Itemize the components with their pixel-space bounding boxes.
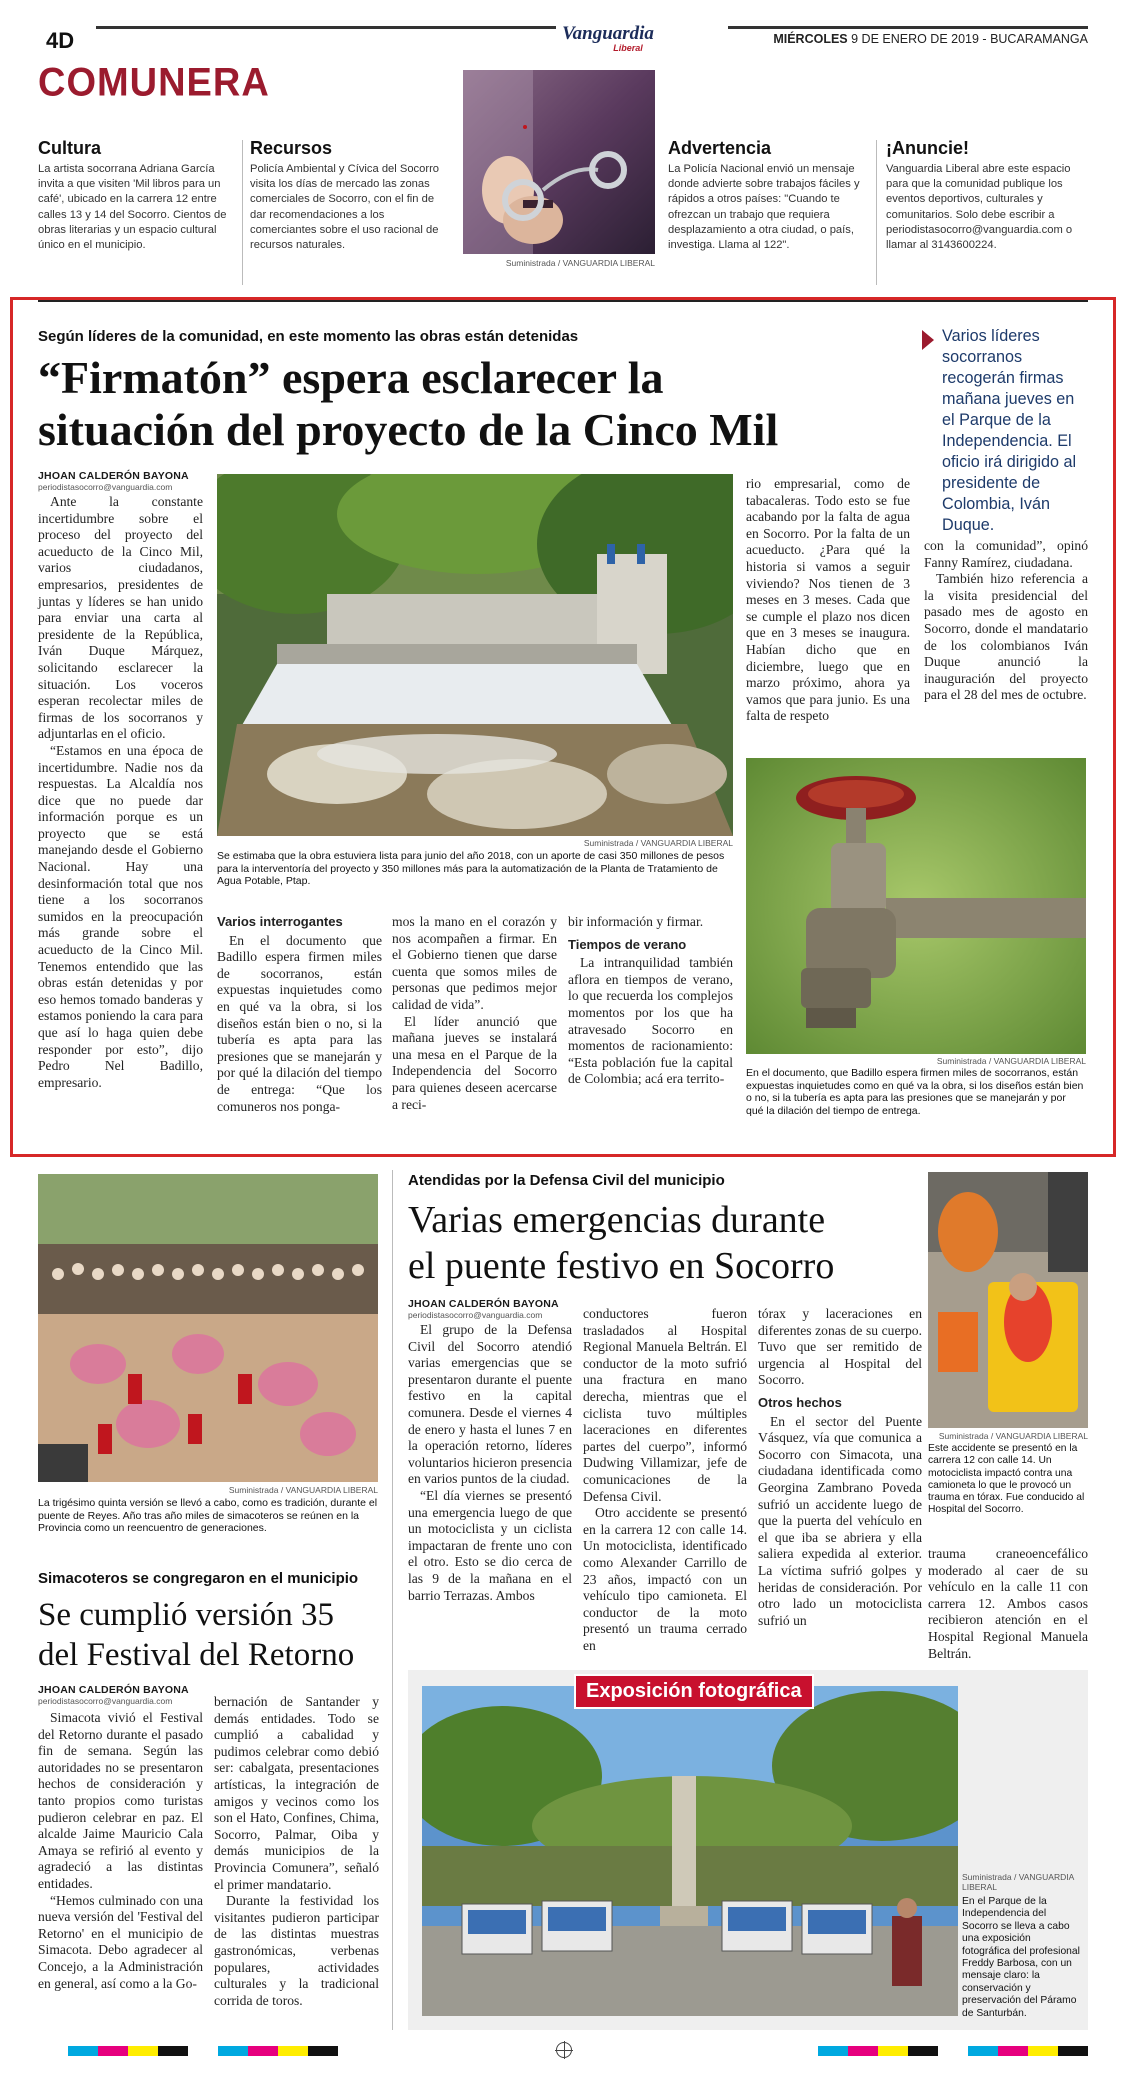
top-rule: [96, 26, 556, 29]
brief-title: Advertencia: [668, 138, 772, 158]
brief-recursos: [250, 138, 450, 253]
byline: JHOAN CALDERÓN BAYONA: [408, 1298, 559, 1310]
festival-photo: [38, 1174, 378, 1482]
main-col-far-right: [924, 538, 1088, 704]
paragraph: En el documento que Badillo espera firmen miles de socorranos, están expuestas inquietudes como en qué va la obra, si los diseños están bien o no, si la tubería es apta para las presiones que se manejarán y por qué la dilación del tiempo de entrega: “Que los comuneros nos ponga-: [217, 932, 382, 1114]
paragraph: Durante la festividad los visitantes pudieron participar de las distintas muestras gastronómicas, verbenas populares, actividades culturales y la tradicional corrida de toros.: [214, 1893, 379, 2008]
main-headline-1: “Firmatón” espera esclarecer la: [38, 352, 664, 403]
paragraph: bernación de Santander y demás entidades. Todo se cumplió a cabalidad y pudimos celebrar como debió ser: cabalgata, presentaciones artísticas, la integración de amigos y vecinos como los son el Hato, Confines, Chima, Socorro, Palmar, Oiba y demás municipios de la Provincia Comunera”, señaló el primer mandatario.: [214, 1694, 379, 1892]
color-bar-right: [788, 2046, 1088, 2056]
accident-photo: [928, 1172, 1088, 1428]
divider: [876, 140, 877, 285]
paragraph: “El día viernes se presentó una emergencia luego de que un motociclista y un ciclista impactaran de frente uno con el otro. Esto se dio cerca de las 9 de la mañana en el barrio Terrazas. Ambos: [408, 1487, 572, 1603]
brief-text: La artista socorrana Adriana García invita a que visiten 'Mil libros para un café', ubicado en la carrera 12 entre calles 13 y 14 del Socorro. Cientos de obras literarias y un espacio cultural único en el municipio.: [38, 163, 227, 252]
brief-cultura: [38, 138, 236, 253]
paragraph: Otro accidente se presentó en la carrera 12 con calle 14. Un motociclista, identificado como Alexander Carrillo de 23 años, impactó con un vehículo tipo camioneta. El conductor de la moto presentó un trauma cerrado en: [583, 1505, 747, 1653]
accident-photo-credit: Suministrada / VANGUARDIA LIBERAL: [938, 1431, 1088, 1441]
brief-title: Cultura: [38, 138, 101, 158]
pullquote: [922, 326, 1090, 536]
faucet-photo-credit: Suministrada / VANGUARDIA LIBERAL: [936, 1056, 1086, 1066]
emergencias-col-1: [408, 1322, 572, 1604]
paragraph: En el sector del Puente Vásquez, vía que comunica a Socorro con Simacota, una ciudadana identificada como Georgina Zambrano Poveda sufrió un accidente luego de que la puerta del vehículo en el que iba se abriera y ella saliera expedida al exterior. La víctima sufrió golpes y heridas de consideración. Por otro lado un motociclista sufrió un: [758, 1413, 922, 1628]
pullquote-marker-icon: [922, 330, 934, 350]
festival-photo-caption: La trigésimo quinta versión se llevó a cabo, como es tradición, durante el puente de Reyes. Año tras año miles de simacoteros se reúnen en la Provincia como un reencuentro de generaciones.: [38, 1497, 378, 1534]
main-article-top-rule: [38, 300, 1088, 302]
brief-title: ¡Anuncie!: [886, 138, 969, 158]
retorno-col-1: [38, 1710, 203, 1992]
date-rest: 9 DE ENERO DE 2019 - BUCARAMANGA: [851, 32, 1088, 46]
byline-email: periodistasocorro@vanguardia.com: [38, 1696, 173, 1706]
brand-name: Vanguardia: [562, 23, 654, 44]
subhead: Varios interrogantes: [217, 914, 343, 929]
retorno-col-2: [214, 1694, 379, 2009]
brand-logo: [528, 24, 688, 53]
brief-title: Recursos: [250, 138, 333, 158]
paragraph: Ante la constante incertidumbre sobre el proceso del proyecto del acueducto de la Cinco Mil, varios ciudadanos, empresarios, presidentes de juntas y líderes se han unido para enviar una carta al presidente de la República, Iván Duque Márquez, solicitando esclarecer la situación. Los voceros esperan recolectar miles de firmas de los socorranos y adjuntarlas en el oficio.: [38, 494, 203, 742]
paragraph: con la comunidad”, opinó Fanny Ramírez, ciudadana.: [924, 538, 1088, 570]
festival-photo-credit: Suministrada / VANGUARDIA LIBERAL: [228, 1485, 378, 1495]
emergencias-kicker: Atendidas por la Defensa Civil del municipio: [408, 1172, 725, 1189]
paragraph: Simacota vivió el Festival del Retorno durante el pasado fin de semana. Según las autoridades no se presentaron hechos de consideración y tanto propios como turistas pudieron celebrar en paz. El alcalde Jaime Mauricio Cala Amaya se refirió al evento y agradeció a las distintas entidades.: [38, 1710, 203, 1891]
dam-photo: [217, 474, 733, 836]
pullquote-text: Varios líderes socorranos recogerán firmas mañana jueves en el Parque de la Independencia. El oficio irá dirigido al presidente de Colombia, Iván Duque.: [942, 327, 1077, 534]
brief-advertencia: [668, 138, 868, 253]
paragraph: conductores fueron trasladados al Hospital Regional Manuela Beltrán. El conductor de la moto sufrió una fractura en mano derecha, mientras que el ciclista tuvo múltiples laceraciones en diferentes partes del cuerpo”, informó Dudwing Villamizar, jefe de comunicaciones de la Defensa Civil.: [583, 1306, 747, 1504]
paragraph: trauma craneoencefálico moderado al caer de su vehículo en la calle 11 con carrera 12. Ambos casos recibieron atención en el Hospital Regional Manuela Beltrán.: [928, 1546, 1088, 1661]
retorno-kicker: Simacoteros se congregaron en el municipio: [38, 1570, 359, 1587]
paragraph: bir información y firmar.: [568, 914, 704, 929]
paragraph: tórax y laceraciones en diferentes zonas de su cuerpo. Tuvo que ser remitido de urgencia al Hospital del Socorro.: [758, 1306, 922, 1388]
byline-email: periodistasocorro@vanguardia.com: [38, 482, 173, 492]
handcuffs-credit: Suministrada / VANGUARDIA LIBERAL: [505, 258, 655, 268]
masthead: [38, 22, 1088, 58]
accident-photo-caption: Este accidente se presentó en la carrera 12 con calle 14. Un motociclista impactó contra una camioneta lo que le provocó un trauma en tórax. Fue conducido al Hospital del Socorro.: [928, 1443, 1085, 1516]
faucet-photo-caption: En el documento, que Badillo espera firmen miles de socorranos, están expuestas inquietudes como en qué va la obra, si los diseños están bien o no, si la tubería es apta para las presiones que se manejarán y por qué la dilación del tiempo de entrega.: [746, 1067, 1084, 1117]
faucet-photo: [746, 758, 1086, 1054]
emergencias-col-3: [758, 1306, 922, 1629]
paragraph: El grupo de la Defensa Civil del Socorro atendió varias emergencias que se presentaron durante el puente festivo en la capital comunera. Desde el viernes 4 de enero y hasta el lunes 7 en la operación retorno, líderes voluntarios hicieron presencia en varios puntos de la ciudad.: [408, 1322, 572, 1487]
paragraph: La intranquilidad también aflora en tiempos de verano, lo que recuerda los complejos momentos por los que ha atravesado Socorro en momentos de racionamiento: “Esta población fue la capital de Colombia; acá era territo-: [568, 955, 733, 1087]
section-title: COMUNERA: [38, 60, 270, 106]
main-col-right-top: [746, 476, 910, 725]
brief-anuncie: [886, 138, 1086, 253]
paragraph: El líder anunció que mañana jueves se instalará una mesa en el Parque de la Independencia del Socorro para quienes deseen acercarse a reci-: [392, 1013, 557, 1112]
emergencias-byline-block: [408, 1298, 588, 1320]
page-number: 4D: [46, 28, 75, 53]
emergencias-headline-2: el puente festivo en Socorro: [408, 1245, 835, 1287]
dam-photo-caption: Se estimaba que la obra estuviera lista para junio del año 2018, con un aporte de casi 350 millones de pesos para la interventoría del proyecto y 350 millones más para la automatización de la Planta de Tratamiento de Agua Potable, Ptap.: [217, 850, 725, 887]
brand-sub: Liberal: [613, 43, 643, 53]
paragraph: “Estamos en una época de incertidumbre. Nadie nos da respuestas. La Alcaldía nos dice que no puede dar información porque es un proyecto que se está manejando desde el Gobierno Nacional. Hay una desinformación total que nos tiene a los socorranos sumidos en la preocupación más grande sobre el acueducto de la Cinco Mil. Tenemos entendido que las obras están detenidas y por eso hemos tomado banderas y estamos poniendo la cara para que así lo haga quien debe responder por esto”, dijo Pedro Nel Badillo, empresario.: [38, 742, 203, 1090]
exposicion-credit: Suministrada / VANGUARDIA LIBERAL: [962, 1872, 1074, 1892]
main-col-2: [217, 914, 382, 1115]
exposicion-photo: [422, 1686, 958, 2016]
main-headline-2: situación del proyecto de la Cinco Mil: [38, 404, 779, 455]
paragraph: mos la mano en el corazón y nos acompañen a firmar. En el Gobierno tienen que darse cuenta que somos miles de personas que pedimos mejor calidad de vida”.: [392, 914, 557, 1012]
exposicion-caption: En el Parque de la Independencia del Socorro se lleva a cabo una exposición fotográfica del profesional Freddy Barbosa, con un mensaje claro: la conservación y preservación del Páramo de Santurbán.: [962, 1896, 1080, 2019]
top-rule-right: [728, 26, 1088, 29]
handcuffs-photo: [463, 70, 655, 254]
divider: [242, 140, 243, 285]
paragraph: rio empresarial, como de tabacaleras. Todo esto se fue acabando por la falta de agua en Socorro. Por la falta de un acueducto. ¿Para qué la historia si vamos a seguir viviendo? Nos tienen de 3 meses en 3 meses. Cada que se cumple el plazo nos dicen que en 3 meses se inaugura. Habían dicho que en diciembre, luego que en marzo próximo, ahora ya vamos que para junio. Es una falta de respeto: [746, 476, 910, 724]
dam-photo-credit: Suministrada / VANGUARDIA LIBERAL: [583, 838, 733, 848]
byline-email: periodistasocorro@vanguardia.com: [408, 1310, 543, 1320]
main-col-1: [38, 494, 203, 1091]
registration-mark-icon: [556, 2042, 572, 2058]
main-kicker: Según líderes de la comunidad, en este momento las obras están detenidas: [38, 328, 579, 345]
date-line: [773, 32, 1088, 46]
divider: [392, 1170, 393, 2030]
main-col-3: [392, 914, 557, 1113]
byline: JHOAN CALDERÓN BAYONA: [38, 1684, 189, 1696]
main-col-4: [568, 914, 733, 1088]
brief-text: Policía Ambiental y Cívica del Socorro visita los días de mercado las zonas comerciales de Socorro, con el fin de dar recomendaciones a los comerciantes sobre el uso racional de recursos naturales.: [250, 163, 440, 252]
subhead: Tiempos de verano: [568, 936, 687, 952]
color-bar-left: [38, 2046, 338, 2056]
date-weekday: MIÉRCOLES: [773, 32, 848, 46]
retorno-headline-1: Se cumplió versión 35: [38, 1597, 335, 1633]
emergencias-headline-1: Varias emergencias durante: [408, 1199, 826, 1241]
subhead: Otros hechos: [758, 1394, 842, 1410]
exposicion-banner: Exposición fotográfica: [574, 1674, 814, 1709]
retorno-byline-block: [38, 1684, 218, 1706]
brief-text: La Policía Nacional envió un mensaje donde advierte sobre trabajos fáciles y rápidos a otros países: "Cuando te ofrezcan un trabajo que requiera desplazamiento a otra ciudad, o país, investiga. Llama al 122".: [668, 163, 860, 252]
paragraph: “Hemos culminado con una nueva versión del 'Festival del Retorno' en el municipio de Simacota. Debo agradecer al Concejo, a la Administración en general, así como a la Go-: [38, 1892, 203, 1991]
paragraph: También hizo referencia a la visita presidencial del pasado mes de agosto en Socorro, donde el mandatario de los colombianos Iván Duque anunció la inauguración del proyecto para el 28 del mes de octubre.: [924, 571, 1088, 703]
retorno-headline-2: del Festival del Retorno: [38, 1637, 355, 1673]
emergencias-col-2: [583, 1306, 747, 1654]
byline: JHOAN CALDERÓN BAYONA: [38, 470, 189, 482]
brief-text: Vanguardia Liberal abre este espacio para que la comunidad publique los eventos deportivos, culturales y comunitarios. Solo debe escribir a periodistasocorro@vanguardia.com o llamar al 3143600224.: [886, 163, 1073, 252]
emergencias-col-4: [928, 1546, 1088, 1662]
main-byline-block: [38, 470, 218, 492]
